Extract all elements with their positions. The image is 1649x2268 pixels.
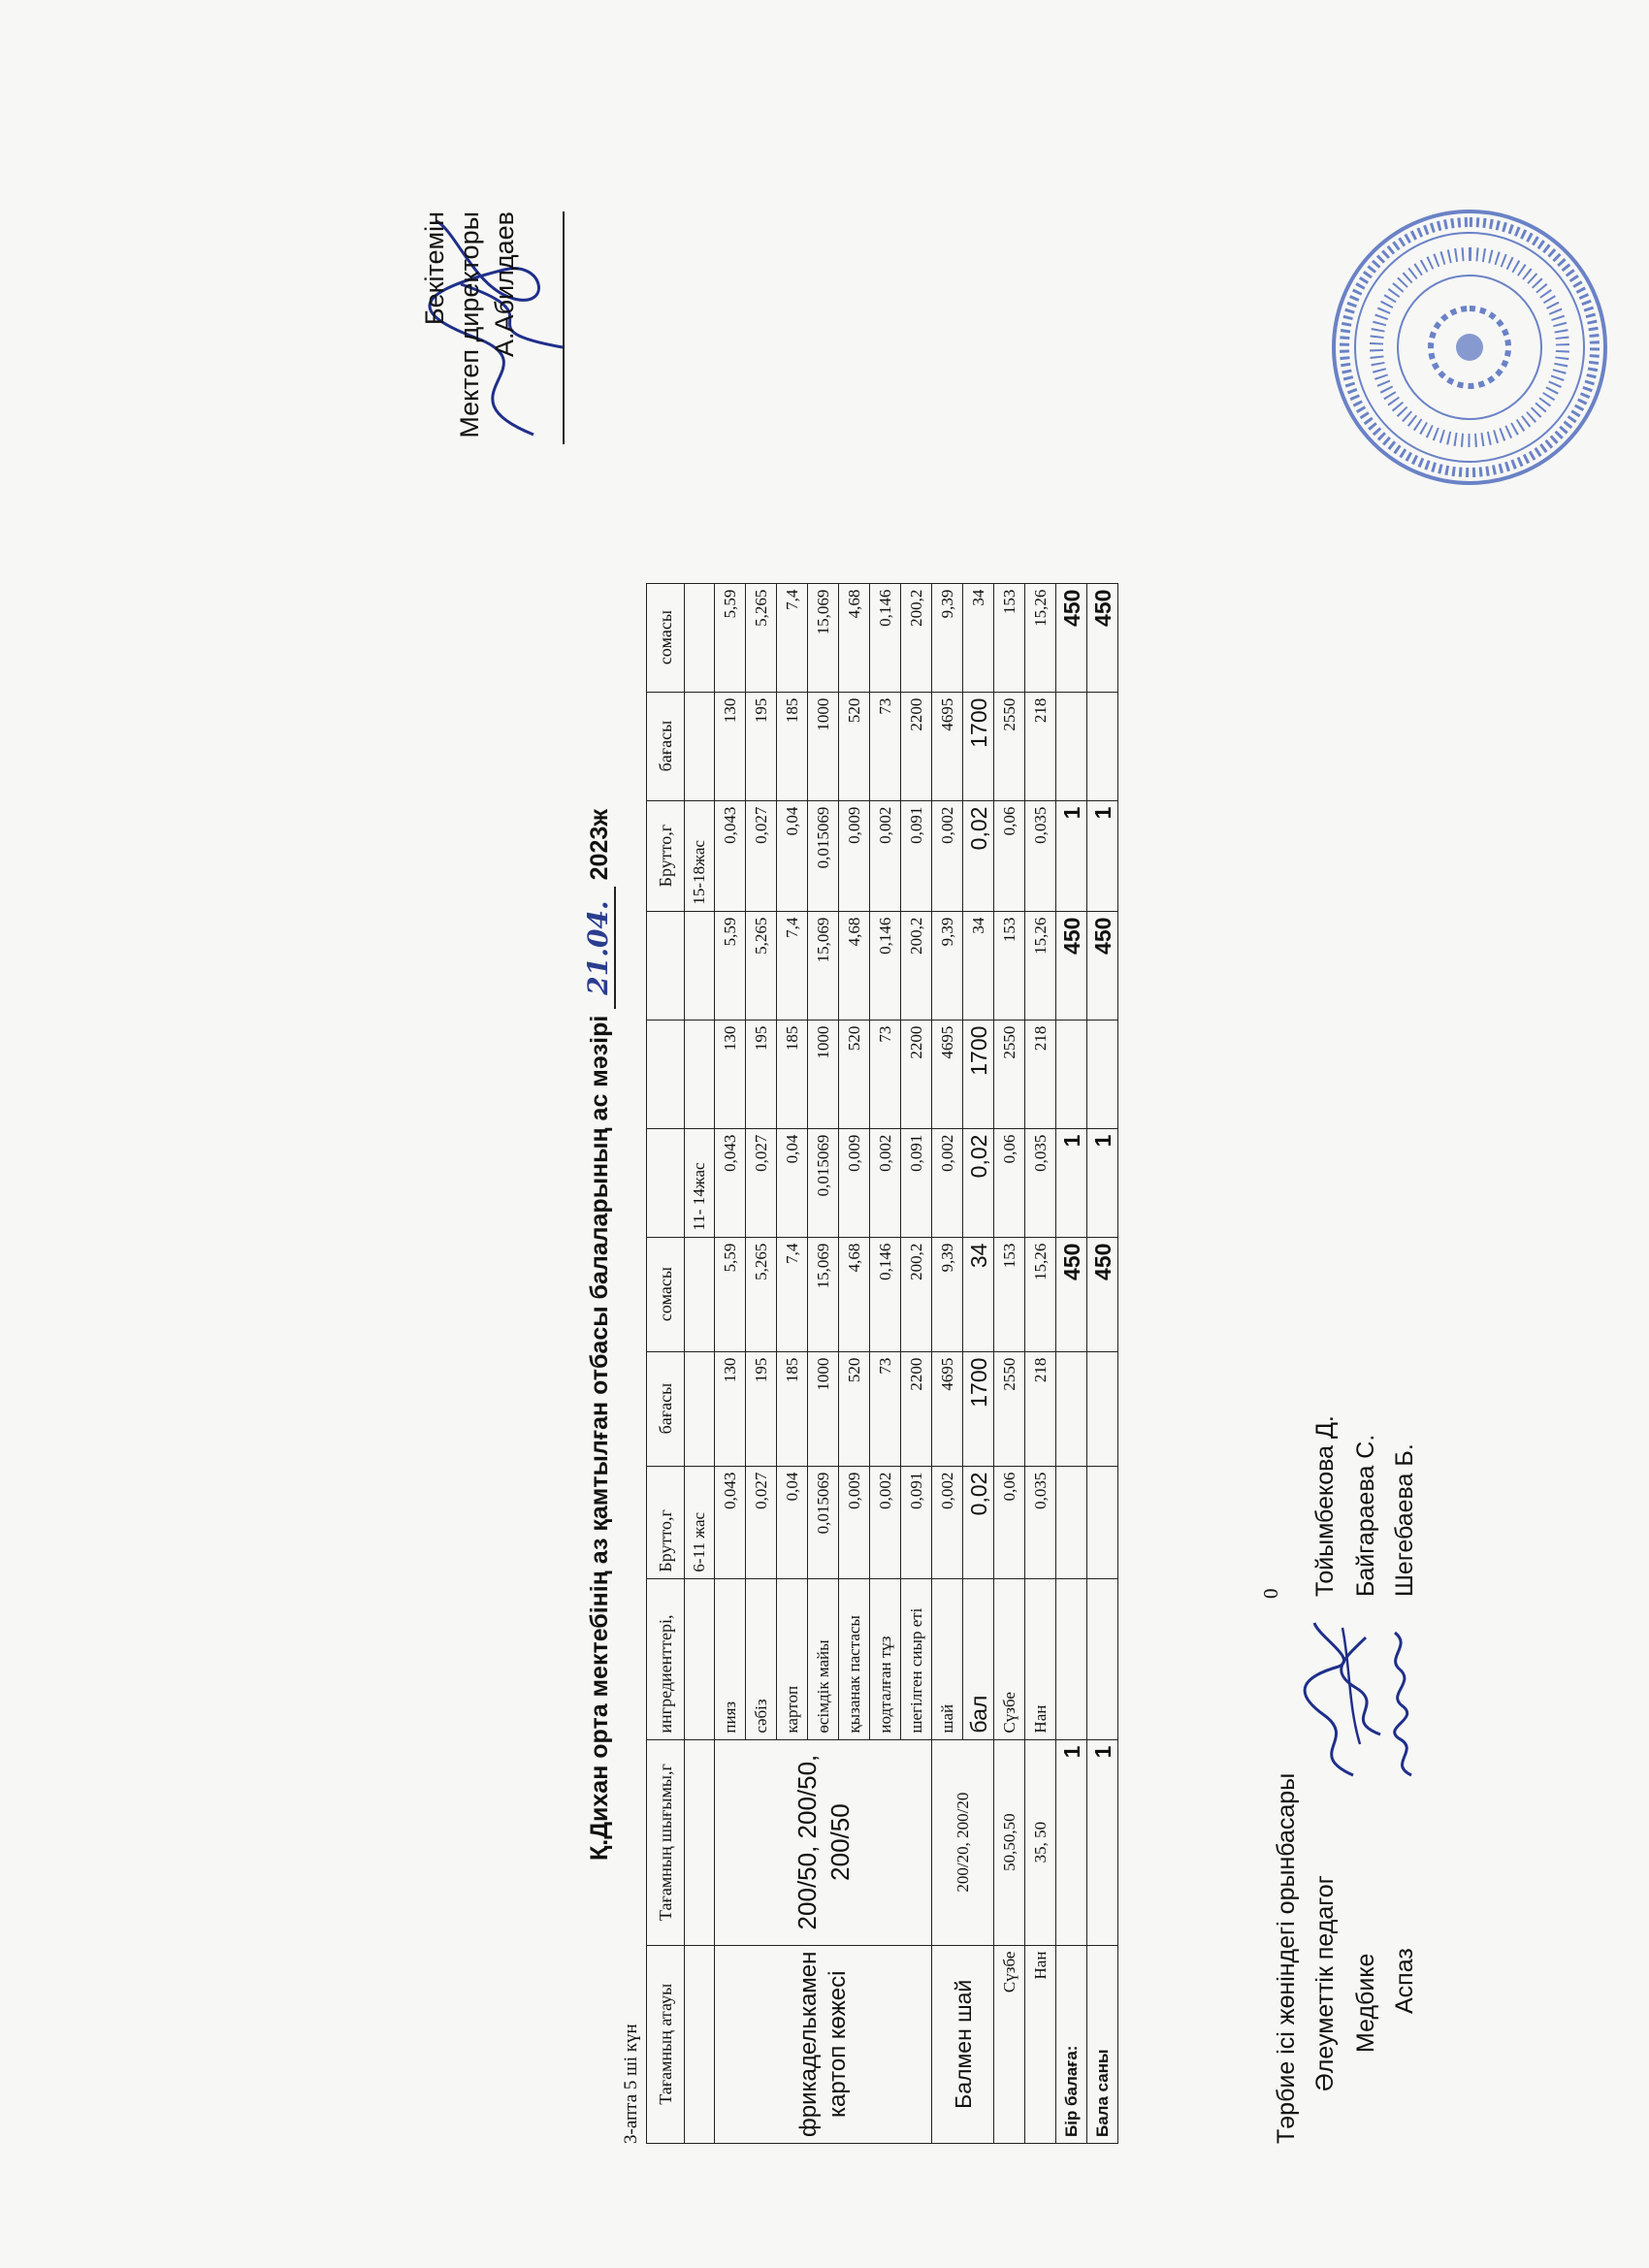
sum-1: 34 bbox=[963, 1237, 994, 1351]
yield-bread: 35, 50 bbox=[1025, 1739, 1056, 1945]
per-child-row bbox=[1056, 583, 1087, 2143]
sum-2: 5,265 bbox=[746, 911, 777, 1020]
child-count-brutto-2: 1 bbox=[1087, 1128, 1118, 1237]
ingredient: иодталған тұз bbox=[870, 1578, 901, 1739]
sum-3: 9,39 bbox=[932, 583, 963, 692]
sum-1: 4,68 bbox=[839, 1237, 870, 1351]
sum-3: 153 bbox=[994, 583, 1025, 692]
per-child-sum-2: 450 bbox=[1056, 911, 1087, 1020]
brutto-2: 0,043 bbox=[715, 1128, 746, 1237]
sum-1: 5,59 bbox=[715, 1237, 746, 1351]
nurse-role: Медбике bbox=[1352, 1953, 1379, 2053]
ingredient: шегілген сиыр еті bbox=[901, 1578, 932, 1739]
ingredient: қызанак пастасы bbox=[839, 1578, 870, 1739]
social-pedagog-name: Тойымбекова Д. bbox=[1311, 1415, 1339, 1597]
sum-3: 15,069 bbox=[808, 583, 839, 692]
table-row bbox=[932, 583, 963, 2143]
ingredient: өсімдік майы bbox=[808, 1578, 839, 1739]
sum-2: 15,26 bbox=[1025, 911, 1056, 1020]
brutto-1: 0,027 bbox=[746, 1466, 777, 1578]
brutto-1: 0,002 bbox=[932, 1466, 963, 1578]
brutto-1: 0,043 bbox=[715, 1466, 746, 1578]
sum-1: 9,39 bbox=[932, 1237, 963, 1351]
dish-tea: Балмен шай bbox=[932, 1945, 994, 2143]
sum-2: 34 bbox=[963, 911, 994, 1020]
header-brutto-3: Брутто,г bbox=[647, 800, 685, 911]
brutto-2: 0,009 bbox=[839, 1128, 870, 1237]
sum-3: 7,4 bbox=[777, 583, 808, 692]
per-child-brutto-3: 1 bbox=[1056, 800, 1087, 911]
header-price-2 bbox=[647, 1020, 685, 1128]
approval-block bbox=[417, 192, 522, 444]
sum-1: 5,265 bbox=[746, 1237, 777, 1351]
table-row bbox=[1025, 583, 1056, 2143]
price-3: 73 bbox=[870, 692, 901, 800]
sum-2: 4,68 bbox=[839, 911, 870, 1020]
brutto-3: 0,091 bbox=[901, 800, 932, 911]
age-group-1: 6-11 жас bbox=[685, 1466, 715, 1578]
ingredient: сәбіз bbox=[746, 1578, 777, 1739]
price-3: 2200 bbox=[901, 692, 932, 800]
title-date-handwritten: 21.04. bbox=[582, 900, 614, 995]
brutto-1: 0,06 bbox=[994, 1466, 1025, 1578]
price-3: 1000 bbox=[808, 692, 839, 800]
brutto-3: 0,035 bbox=[1025, 800, 1056, 911]
dish-bread: Нан bbox=[1025, 1945, 1056, 2143]
header-sum-2 bbox=[647, 911, 685, 1020]
social-pedagog-role: Әлеуметтік педагог bbox=[1311, 1875, 1339, 2091]
approval-position: Мектеп директоры bbox=[455, 211, 484, 438]
child-count-sum-2: 450 bbox=[1087, 911, 1118, 1020]
child-count-sum-1: 450 bbox=[1087, 1237, 1118, 1351]
price-2: 195 bbox=[746, 1020, 777, 1128]
sum-3: 4,68 bbox=[839, 583, 870, 692]
header-dish: Тағамның атауы bbox=[647, 1945, 685, 2143]
brutto-2: 0,002 bbox=[870, 1128, 901, 1237]
sum-3: 0,146 bbox=[870, 583, 901, 692]
brutto-3: 0,009 bbox=[839, 800, 870, 911]
menu-table bbox=[646, 583, 1118, 2144]
price-1: 73 bbox=[870, 1351, 901, 1466]
price-1: 2550 bbox=[994, 1351, 1025, 1466]
cook-name: Шегебаева Б. bbox=[1391, 1443, 1418, 1597]
price-1: 195 bbox=[746, 1351, 777, 1466]
brutto-1: 0,035 bbox=[1025, 1466, 1056, 1578]
sum-1: 0,146 bbox=[870, 1237, 901, 1351]
sum-1: 15,069 bbox=[808, 1237, 839, 1351]
ingredient: Сүзбе bbox=[994, 1578, 1025, 1739]
brutto-2: 0,002 bbox=[932, 1128, 963, 1237]
price-3: 1700 bbox=[963, 692, 994, 800]
approval-signature-line bbox=[563, 211, 565, 444]
table-header-row bbox=[647, 583, 685, 2143]
sum-1: 200,2 bbox=[901, 1237, 932, 1351]
deputy-role: Тәрбие ісі жөніндегі орынбасары bbox=[1273, 1772, 1300, 2144]
sum-2: 5,59 bbox=[715, 911, 746, 1020]
ingredient: картоп bbox=[777, 1578, 808, 1739]
sum-2: 200,2 bbox=[901, 911, 932, 1020]
sum-3: 15,26 bbox=[1025, 583, 1056, 692]
nurse-name: Байгараева С. bbox=[1352, 1434, 1379, 1597]
brutto-3: 0,027 bbox=[746, 800, 777, 911]
cook-role: Аспаз bbox=[1391, 1948, 1418, 2014]
sum-3: 34 bbox=[963, 583, 994, 692]
price-2: 520 bbox=[839, 1020, 870, 1128]
ingredient: шай bbox=[932, 1578, 963, 1739]
child-count-yield: 1 bbox=[1087, 1739, 1118, 1945]
ingredient: пияз bbox=[715, 1578, 746, 1739]
sum-3: 5,265 bbox=[746, 583, 777, 692]
header-price-1: бағасы bbox=[647, 1351, 685, 1466]
price-2: 2550 bbox=[994, 1020, 1025, 1128]
header-price-3: бағасы bbox=[647, 692, 685, 800]
title-date-line bbox=[582, 887, 616, 1008]
brutto-3: 0,06 bbox=[994, 800, 1025, 911]
per-child-label: Бір балаға: bbox=[1056, 1945, 1087, 2143]
price-3: 2550 bbox=[994, 692, 1025, 800]
price-3: 195 bbox=[746, 692, 777, 800]
per-child-brutto-2: 1 bbox=[1056, 1128, 1087, 1237]
brutto-1: 0,091 bbox=[901, 1466, 932, 1578]
price-3: 130 bbox=[715, 692, 746, 800]
ingredient: бал bbox=[963, 1578, 994, 1739]
cook-signature-icon bbox=[1377, 1628, 1431, 1783]
dish-suzbe: Сүзбе bbox=[994, 1945, 1025, 2143]
price-3: 4695 bbox=[932, 692, 963, 800]
yield-soup: 200/50, 200/50, 200/50 bbox=[715, 1739, 932, 1945]
dish-soup: фрикаделькамен картоп көжесі bbox=[715, 1945, 932, 2143]
age-group-row bbox=[685, 583, 715, 2143]
sum-2: 0,146 bbox=[870, 911, 901, 1020]
per-child-sum-3: 450 bbox=[1056, 583, 1087, 692]
price-1: 185 bbox=[777, 1351, 808, 1466]
zero-mark: 0 bbox=[1259, 1588, 1282, 1599]
price-1: 130 bbox=[715, 1351, 746, 1466]
price-1: 1700 bbox=[963, 1351, 994, 1466]
brutto-2: 0,091 bbox=[901, 1128, 932, 1237]
sum-2: 7,4 bbox=[777, 911, 808, 1020]
table-row bbox=[994, 583, 1025, 2143]
price-2: 218 bbox=[1025, 1020, 1056, 1128]
per-child-yield: 1 bbox=[1056, 1739, 1087, 1945]
age-group-2: 11- 14жас bbox=[685, 1128, 715, 1237]
brutto-1: 0,04 bbox=[777, 1466, 808, 1578]
price-2: 130 bbox=[715, 1020, 746, 1128]
price-1: 520 bbox=[839, 1351, 870, 1466]
brutto-2: 0,04 bbox=[777, 1128, 808, 1237]
brutto-3: 0,015069 bbox=[808, 800, 839, 911]
price-2: 185 bbox=[777, 1020, 808, 1128]
age-group-3: 15-18жас bbox=[685, 800, 715, 911]
price-1: 218 bbox=[1025, 1351, 1056, 1466]
approval-name: А.Абилдаев bbox=[490, 211, 519, 357]
ingredient: Нан bbox=[1025, 1578, 1056, 1739]
header-sum-3: сомасы bbox=[647, 583, 685, 692]
brutto-1: 0,015069 bbox=[808, 1466, 839, 1578]
yield-tea: 200/20, 200/20 bbox=[932, 1739, 994, 1945]
weekday-label: 3-апта 5 ші күн bbox=[621, 2024, 641, 2144]
price-2: 4695 bbox=[932, 1020, 963, 1128]
brutto-3: 0,02 bbox=[963, 800, 994, 911]
sum-2: 9,39 bbox=[932, 911, 963, 1020]
brutto-2: 0,015069 bbox=[808, 1128, 839, 1237]
header-brutto-2 bbox=[647, 1128, 685, 1237]
brutto-1: 0,009 bbox=[839, 1466, 870, 1578]
brutto-3: 0,043 bbox=[715, 800, 746, 911]
brutto-2: 0,027 bbox=[746, 1128, 777, 1237]
header-yield: Тағамның шығымы,г bbox=[647, 1739, 685, 1945]
child-count-row bbox=[1087, 583, 1118, 2143]
brutto-1: 0,002 bbox=[870, 1466, 901, 1578]
child-count-brutto-3: 1 bbox=[1087, 800, 1118, 911]
price-3: 520 bbox=[839, 692, 870, 800]
header-brutto-1: Брутто,г bbox=[647, 1466, 685, 1578]
sum-3: 200,2 bbox=[901, 583, 932, 692]
page-title bbox=[582, 809, 616, 1861]
price-2: 1700 bbox=[963, 1020, 994, 1128]
child-count-sum-3: 450 bbox=[1087, 583, 1118, 692]
brutto-2: 0,06 bbox=[994, 1128, 1025, 1237]
price-2: 2200 bbox=[901, 1020, 932, 1128]
table-row bbox=[715, 583, 746, 2143]
price-1: 1000 bbox=[808, 1351, 839, 1466]
sum-3: 5,59 bbox=[715, 583, 746, 692]
child-count-label: Бала саны bbox=[1087, 1945, 1118, 2143]
price-1: 2200 bbox=[901, 1351, 932, 1466]
sum-1: 7,4 bbox=[777, 1237, 808, 1351]
price-3: 218 bbox=[1025, 692, 1056, 800]
brutto-2: 0,02 bbox=[963, 1128, 994, 1237]
title-year: 2023ж bbox=[586, 809, 613, 881]
price-3: 185 bbox=[777, 692, 808, 800]
brutto-1: 0,02 bbox=[963, 1466, 994, 1578]
sum-1: 15,26 bbox=[1025, 1237, 1056, 1351]
brutto-3: 0,002 bbox=[870, 800, 901, 911]
price-2: 1000 bbox=[808, 1020, 839, 1128]
round-stamp-icon bbox=[1324, 202, 1615, 493]
yield-suzbe: 50,50,50 bbox=[994, 1739, 1025, 1945]
brutto-3: 0,002 bbox=[932, 800, 963, 911]
price-1: 4695 bbox=[932, 1351, 963, 1466]
price-2: 73 bbox=[870, 1020, 901, 1128]
sum-2: 153 bbox=[994, 911, 1025, 1020]
sum-1: 153 bbox=[994, 1237, 1025, 1351]
brutto-2: 0,035 bbox=[1025, 1128, 1056, 1237]
brutto-3: 0,04 bbox=[777, 800, 808, 911]
approval-approve: Бекітемін bbox=[420, 211, 449, 326]
header-ingredients: ингредиенттері, bbox=[647, 1578, 685, 1739]
per-child-sum-1: 450 bbox=[1056, 1237, 1087, 1351]
header-sum-1: сомасы bbox=[647, 1237, 685, 1351]
title-text: Қ.Дихан орта мектебінің аз қамтылған отбасы балаларының ас мәзірі bbox=[586, 1015, 613, 1861]
sum-2: 15,069 bbox=[808, 911, 839, 1020]
